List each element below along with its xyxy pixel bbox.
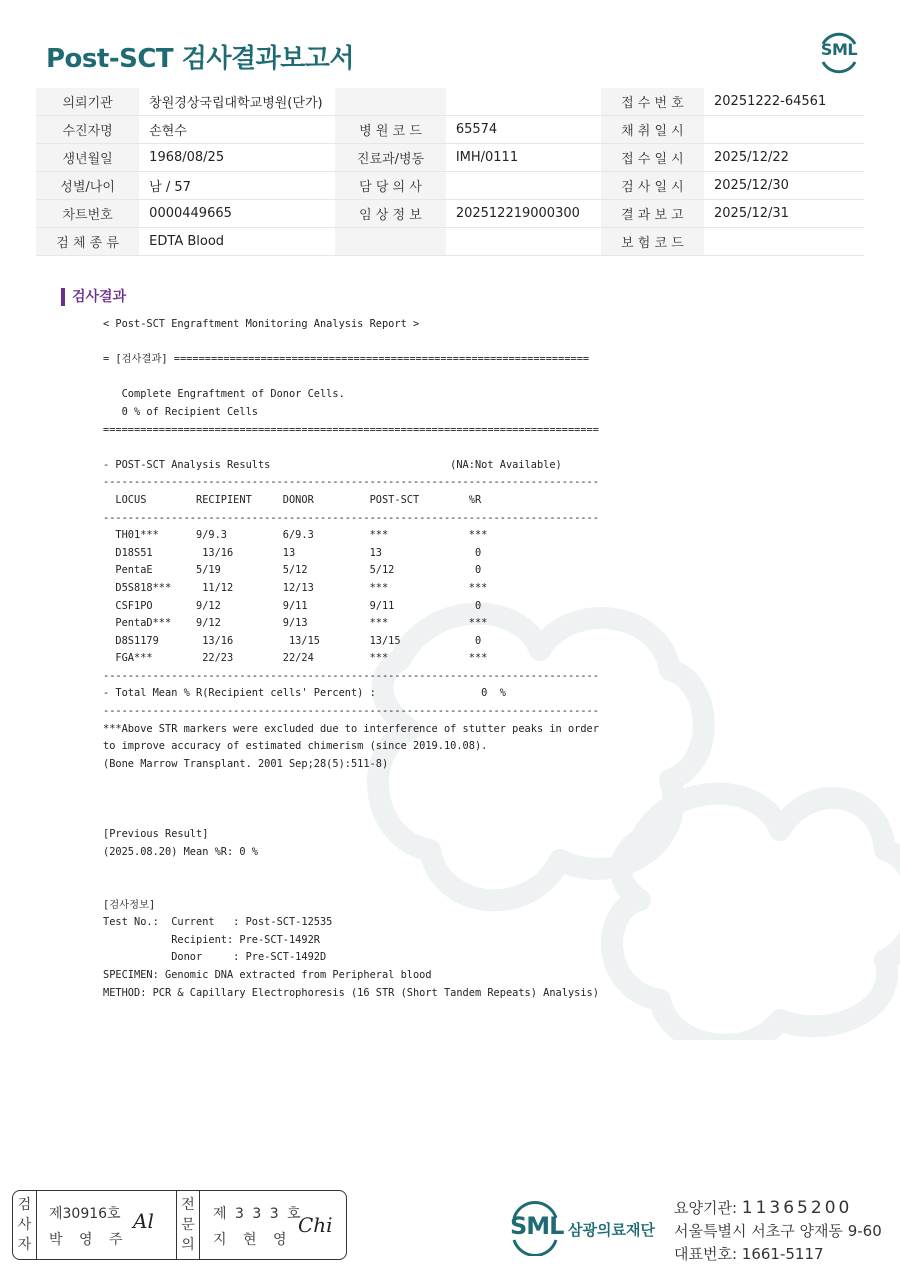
specialist-name: 지 현 영 <box>213 1232 293 1248</box>
report-line: Donor : Pre-SCT-1492D <box>103 951 327 964</box>
info-label: 임 상 정 보 <box>335 200 446 228</box>
info-value <box>704 228 864 256</box>
phone-value: 1661-5117 <box>741 1245 824 1263</box>
report-line: D5S818*** 11/12 12/13 *** *** <box>103 581 488 594</box>
info-value: IMH/0111 <box>446 144 601 172</box>
info-value: 20251222-64561 <box>704 88 864 116</box>
page-title: Post-SCT 검사결과보고서 <box>46 44 355 74</box>
info-label <box>335 228 446 256</box>
info-label: 결 과 보 고 <box>601 200 704 228</box>
info-value: 손현수 <box>139 116 335 144</box>
specialist-label-char: 전 <box>181 1197 195 1213</box>
report-body <box>103 316 599 1002</box>
report-line: -------------------------------------------------------------------------------- <box>103 669 599 682</box>
report-line <box>103 861 599 879</box>
report-line: D18S51 13/16 13 13 0 <box>103 546 482 559</box>
report-line: PentaD*** 9/12 9/13 *** *** <box>103 617 488 630</box>
info-label: 채 취 일 시 <box>601 116 704 144</box>
info-row <box>36 200 864 228</box>
phone-label: 대표번호: <box>674 1245 738 1263</box>
info-row <box>36 172 864 200</box>
organization-name: 삼광의료재단 <box>568 1221 655 1239</box>
report-line: (2025.08.20) Mean %R: 0 % <box>103 845 258 858</box>
sml-logo <box>815 28 863 76</box>
report-line: ================================================================================ <box>103 423 599 436</box>
report-line: [Previous Result] <box>103 828 209 841</box>
code-value: 11365200 <box>741 1198 853 1218</box>
info-label <box>335 88 446 116</box>
patient-info-table <box>36 88 864 256</box>
examiner-number: 제30916호 <box>49 1206 121 1222</box>
report-line: to improve accuracy of estimated chimerism (since 2019.10.08). <box>103 740 488 753</box>
footer-logo <box>510 1200 670 1256</box>
report-line: ***Above STR markers were excluded due to interference of stutter peaks in order <box>103 722 599 735</box>
report-line: Recipient: Pre-SCT-1492R <box>103 933 320 946</box>
info-label: 의뢰기관 <box>36 88 139 116</box>
report-line: Test No.: Current : Post-SCT-12535 <box>103 916 333 929</box>
info-label: 접 수 일 시 <box>601 144 704 172</box>
signature-box <box>12 1190 347 1260</box>
report-line <box>103 773 599 791</box>
info-value: 2025/12/22 <box>704 144 864 172</box>
section-title: 검사결과 <box>61 288 126 306</box>
specialist-label <box>176 1191 200 1259</box>
info-value <box>446 228 601 256</box>
examiner-label <box>13 1191 37 1259</box>
specialist-label-char: 문 <box>181 1217 195 1233</box>
info-label: 생년월일 <box>36 144 139 172</box>
report-line: CSF1PO 9/12 9/11 9/11 0 <box>103 599 482 612</box>
info-value: 창원경상국립대학교병원(단가) <box>139 88 335 116</box>
info-row <box>36 116 864 144</box>
info-label: 차트번호 <box>36 200 139 228</box>
info-label: 검 사 일 시 <box>601 172 704 200</box>
report-line: -------------------------------------------------------------------------------- <box>103 511 599 524</box>
examiner-label-char: 검 <box>17 1197 32 1213</box>
report-line: -------------------------------------------------------------------------------- <box>103 476 599 489</box>
info-label: 병 원 코 드 <box>335 116 446 144</box>
report-line: METHOD: PCR & Capillary Electrophoresis (16 STR (Short Tandem Repeats) Analysis) <box>103 986 599 999</box>
specialist-number: 제 3 3 3 호 <box>213 1206 303 1222</box>
code-label: 요양기관: <box>674 1199 738 1217</box>
report-line: - POST-SCT Analysis Results (NA:Not Available) <box>103 458 562 471</box>
report-line: - Total Mean % R(Recipient cells' Percent) : 0 % <box>103 687 506 700</box>
info-label: 수진자명 <box>36 116 139 144</box>
logo-text: SML <box>820 40 858 59</box>
report-line: PentaE 5/19 5/12 5/12 0 <box>103 564 482 577</box>
info-value: 65574 <box>446 116 601 144</box>
report-line <box>103 369 599 387</box>
info-value: 2025/12/31 <box>704 200 864 228</box>
info-label: 보 험 코 드 <box>601 228 704 256</box>
examiner-label-char: 사 <box>17 1217 32 1233</box>
contact-info <box>674 1197 882 1266</box>
report-line <box>103 879 599 897</box>
info-row <box>36 228 864 256</box>
report-line: LOCUS RECIPIENT DONOR POST-SCT %R <box>103 493 482 506</box>
info-label: 접 수 번 호 <box>601 88 704 116</box>
info-value: 남 / 57 <box>139 172 335 200</box>
specialist-signature: Chi <box>298 1213 333 1237</box>
info-value <box>446 172 601 200</box>
report-line: D8S1179 13/16 13/15 13/15 0 <box>103 634 482 647</box>
report-line: TH01*** 9/9.3 6/9.3 *** *** <box>103 529 488 542</box>
report-line: [검사정보] <box>103 898 156 911</box>
info-value: 0000449665 <box>139 200 335 228</box>
info-row <box>36 144 864 172</box>
report-line: = [검사결과] =================================================================== <box>103 353 590 366</box>
report-line: FGA*** 22/23 22/24 *** *** <box>103 652 488 665</box>
info-value: 2025/12/30 <box>704 172 864 200</box>
report-line: < Post-SCT Engraftment Monitoring Analysis Report > <box>103 318 420 330</box>
info-label: 담 당 의 사 <box>335 172 446 200</box>
footer-logo-text: SML <box>510 1212 564 1240</box>
report-line <box>103 809 599 827</box>
info-label: 진료과/병동 <box>335 144 446 172</box>
report-line: (Bone Marrow Transplant. 2001 Sep;28(5):511-8) <box>103 757 389 770</box>
report-line <box>103 791 599 809</box>
info-row <box>36 88 864 116</box>
info-value <box>446 88 601 116</box>
report-line: 0 % of Recipient Cells <box>103 405 258 418</box>
info-label: 성별/나이 <box>36 172 139 200</box>
examiner-signature: Al <box>133 1209 154 1233</box>
specialist-label-char: 의 <box>181 1237 195 1253</box>
report-line: -------------------------------------------------------------------------------- <box>103 705 599 718</box>
info-value: 1968/08/25 <box>139 144 335 172</box>
examiner-name: 박 영 주 <box>49 1232 129 1248</box>
examiner-label-char: 자 <box>17 1237 32 1253</box>
info-value: 202512219000300 <box>446 200 601 228</box>
report-line: SPECIMEN: Genomic DNA extracted from Peripheral blood <box>103 968 432 981</box>
address: 서울특별시 서초구 양재동 9-60 <box>674 1222 882 1240</box>
info-label: 검 체 종 류 <box>36 228 139 256</box>
report-line <box>103 334 599 352</box>
info-value: EDTA Blood <box>139 228 335 256</box>
info-value <box>704 116 864 144</box>
report-line: Complete Engraftment of Donor Cells. <box>103 388 345 401</box>
report-line <box>103 439 599 457</box>
